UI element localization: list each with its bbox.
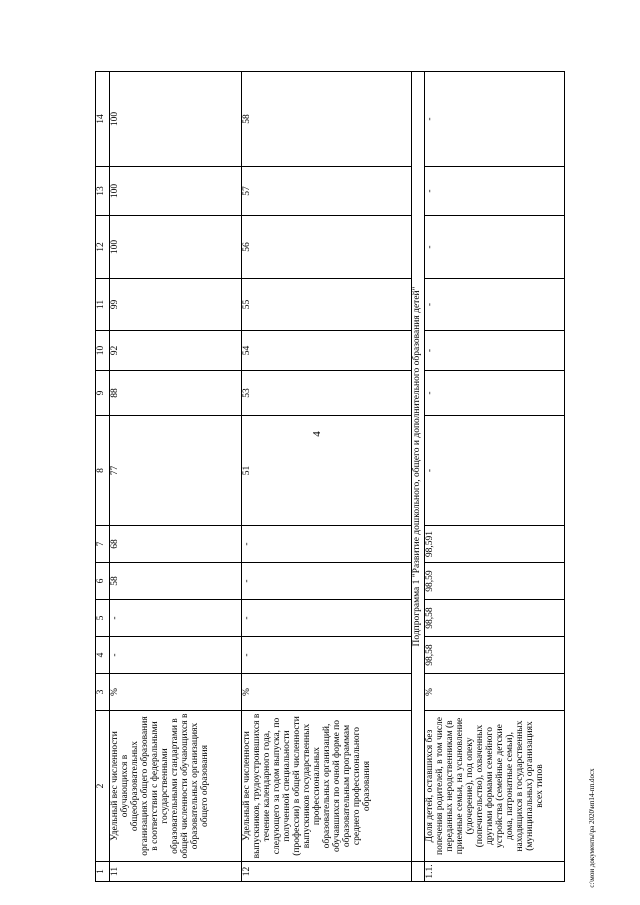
- col-header: 8: [96, 416, 110, 526]
- indicator-name: Доля детей, оставшихся без попечения родителей, в том числе переданных неродственникам (в приемные семьи, на усыновление (удочерение), под опеку (попечительство), охваченных другими формами семейного устройства (семейные детские дома, патронатные семьи), находящихся в государственных (муниципальных) организациях всех типов: [424, 711, 564, 862]
- value-cell: 98,58: [424, 637, 564, 674]
- indicator-name: Удельный вес численности выпускников, трудоустроившихся в течение календарного года, следующего за годом выпуска, по полученной специальности (профессии) в общей численности выпускников государственных профессиональных образовательных организаций, обучавшихся по очной форме по образовательным программам среднего профессионального образования: [242, 711, 412, 862]
- value-cell: 51: [242, 416, 412, 526]
- value-cell: -: [424, 371, 564, 416]
- subprogram-row: [412, 72, 425, 882]
- col-header: 11: [96, 279, 110, 331]
- subprogram-number-cell: [412, 862, 425, 882]
- col-header: 1: [96, 862, 110, 882]
- value-cell: 57: [242, 167, 412, 216]
- col-header: 4: [96, 637, 110, 674]
- value-cell: -: [424, 416, 564, 526]
- unit: %: [110, 674, 242, 711]
- value-cell: 68: [110, 526, 242, 563]
- table-row: [424, 72, 564, 882]
- row-number: 1.1.: [424, 862, 564, 882]
- value-cell: 54: [242, 331, 412, 371]
- table-row: [242, 72, 412, 882]
- col-header: 9: [96, 371, 110, 416]
- value-cell: 92: [110, 331, 242, 371]
- col-header: 14: [96, 72, 110, 167]
- value-cell: -: [424, 72, 564, 167]
- value-cell: 98,58: [424, 600, 564, 637]
- value-cell: 98,59: [424, 563, 564, 600]
- value-cell: -: [424, 331, 564, 371]
- value-cell: 58: [110, 563, 242, 600]
- value-cell: 55: [242, 279, 412, 331]
- unit: %: [424, 674, 564, 711]
- col-header: 13: [96, 167, 110, 216]
- col-header: 2: [96, 711, 110, 862]
- col-header: 7: [96, 526, 110, 563]
- value-cell: 88: [110, 371, 242, 416]
- row-number: 11: [110, 862, 242, 882]
- col-header: 10: [96, 331, 110, 371]
- value-cell: 98,591: [424, 526, 564, 563]
- unit: %: [242, 674, 412, 711]
- value-cell: -: [242, 600, 412, 637]
- value-cell: -: [242, 526, 412, 563]
- row-number: 12: [242, 862, 412, 882]
- indicators-table: [95, 71, 565, 882]
- footer-file-path: c:\мои документы\ра 2020\ип14-пп.docx: [588, 768, 596, 888]
- value-cell: 99: [110, 279, 242, 331]
- value-cell: -: [424, 167, 564, 216]
- value-cell: 53: [242, 371, 412, 416]
- col-header: 12: [96, 216, 110, 279]
- value-cell: -: [242, 563, 412, 600]
- value-cell: 56: [242, 216, 412, 279]
- value-cell: 77: [110, 416, 242, 526]
- col-header: 5: [96, 600, 110, 637]
- page-number: 4: [310, 431, 323, 437]
- rotated-table-container: [95, 72, 585, 882]
- value-cell: -: [242, 637, 412, 674]
- value-cell: -: [424, 279, 564, 331]
- col-header: 6: [96, 563, 110, 600]
- value-cell: -: [110, 637, 242, 674]
- value-cell: 100: [110, 167, 242, 216]
- table-row: [110, 72, 242, 882]
- indicator-name: Удельный вес численности обучающихся в общеобразовательных организациях общего образования в соответствии с федеральными государственными образовательными стандартами в общей численности обучающихся в образовательных организациях общего образования: [110, 711, 242, 862]
- col-header: 3: [96, 674, 110, 711]
- value-cell: 100: [110, 72, 242, 167]
- value-cell: 58: [242, 72, 412, 167]
- value-cell: 100: [110, 216, 242, 279]
- header-row: [96, 72, 110, 882]
- value-cell: -: [110, 600, 242, 637]
- subprogram-title: Подпрограмма 1 "Развитие дошкольного, общего и дополнительного образования детей": [412, 72, 425, 862]
- value-cell: -: [424, 216, 564, 279]
